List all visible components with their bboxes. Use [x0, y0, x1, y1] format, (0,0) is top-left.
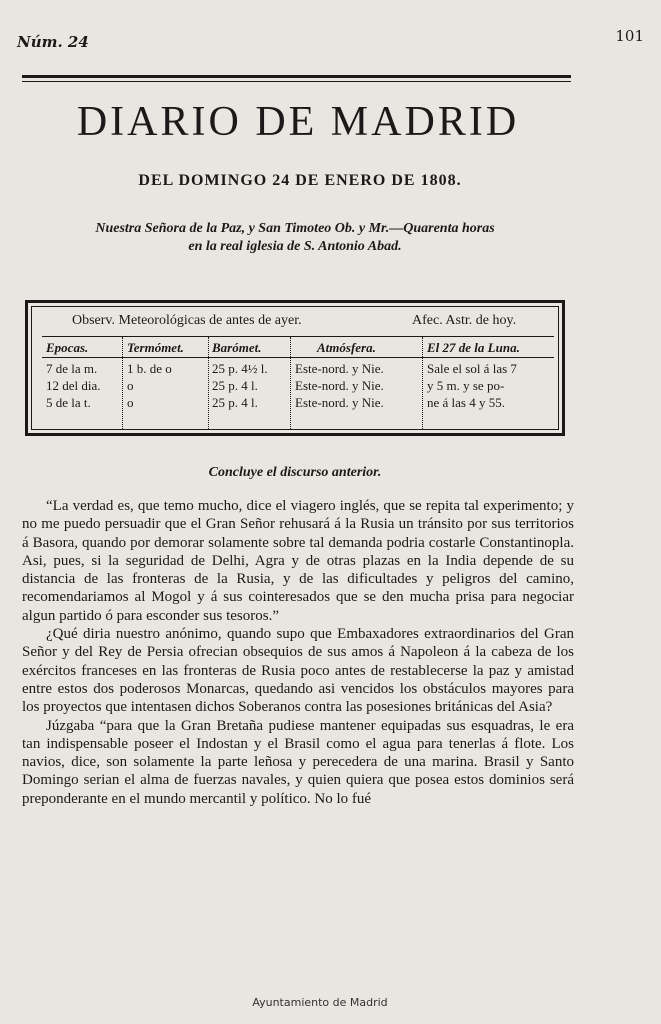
- cell-termo: o: [127, 378, 134, 393]
- cell-baro: 25 p. 4½ l.: [212, 361, 268, 376]
- cell-baro: 25 p. 4 l.: [212, 378, 258, 393]
- article-heading: Concluye el discurso anterior.: [208, 465, 382, 480]
- masthead-title: DIARIO DE MADRID: [76, 99, 520, 145]
- article-body: [22, 497, 574, 808]
- weather-table-heading: [32, 313, 558, 335]
- column-atmosfera: [295, 339, 384, 411]
- cell-baro: 25 p. 4 l.: [212, 395, 258, 410]
- cell-termo: 1 b. de o: [127, 361, 172, 376]
- weather-table-inner: [31, 306, 559, 430]
- footer-credit: Ayuntamiento de Madrid: [252, 996, 388, 1009]
- astronomy-heading: Afec. Astr. de hoy.: [412, 313, 517, 328]
- column-divider: [122, 337, 123, 429]
- column-header-epocas: Epocas.: [46, 340, 89, 355]
- article-paragraph: Júzgaba “para que la Gran Bretaña pudiese mantener equipadas sus esquadras, le era tan indispensable poseer el Indostan y el Brasil como el agua para tenerlas á flote. Los navios, dice, son solamente la parte leñosa y perecedera de una marina. Brasil y Santo Domingo serian el alma de fuerzas navales, y quien quiera que posea estos dominios será preponderante en el mundo mercantil y político. No lo fué: [22, 717, 574, 807]
- saints-of-the-day: [30, 220, 560, 256]
- cell-atmos: Este-nord. y Nie.: [295, 361, 384, 376]
- column-divider: [290, 337, 291, 429]
- cell-luna: y 5 m. y se po-: [427, 378, 505, 393]
- top-rule-thin: [22, 81, 571, 82]
- column-header-baromet: Barómet.: [212, 340, 262, 355]
- saints-line-1: Nuestra Señora de la Paz, y San Timoteo Ob. y Mr.—Quarenta horas: [95, 221, 495, 236]
- issue-number: Núm. 24: [17, 33, 89, 51]
- article-paragraph: “La verdad es, que temo mucho, dice el viagero inglés, que se repita tal experimento; y no me puedo persuadir que el Gran Señor rehusará á la Rusia un tránsito por sus territorios á Basora, quando por demorar solamente sobre tal demanda podria costarle Constantinopla. Asi, pues, si la seguridad de Delhi, Agra y de otras plazas en la India depende de su distancia de las fronteras de la Rusia, y de las dificultades y peligros del camino, recomendariamos al Mogol y á sus cointeresados que se den mucha prisa para negociar algun partido ó para esconder sus tesoros.”: [22, 498, 574, 624]
- cell-luna: Sale el sol á las 7: [427, 361, 517, 376]
- column-termomet: [127, 339, 184, 411]
- article-paragraph: ¿Qué diria nuestro anónimo, quando supo que Embaxadores extraordinarios del Gran Señor y del Rey de Persia ofrecian obsequios de sus amos á Napoleon á la cabeza de los exércitos franceses en las fronteras de Rusia poco antes de restablecerse la paz y amistad entre estos dos poderosos Monarcas, quedando asi vencidos los obstáculos mayores para los proyectos que intentasen dichos Soberanos contra las posesiones británicas del Asia?: [22, 626, 574, 716]
- column-luna: [427, 339, 520, 411]
- cell-atmos: Este-nord. y Nie.: [295, 395, 384, 410]
- issue-date: DEL DOMINGO 24 DE ENERO DE 1808.: [138, 172, 462, 189]
- weather-table: [25, 300, 565, 436]
- weather-rule-top: [42, 336, 554, 337]
- column-header-luna: El 27 de la Luna.: [427, 340, 520, 355]
- top-rule: [22, 75, 571, 78]
- cell-epoca: 7 de la m.: [46, 361, 98, 376]
- cell-atmos: Este-nord. y Nie.: [295, 378, 384, 393]
- cell-luna: ne á las 4 y 55.: [427, 395, 505, 410]
- cell-epoca: 12 del dia.: [46, 378, 101, 393]
- column-divider: [422, 337, 423, 429]
- column-header-termomet: Termómet.: [127, 340, 184, 355]
- cell-termo: o: [127, 395, 134, 410]
- column-baromet: [212, 339, 268, 411]
- column-epocas: [46, 339, 101, 411]
- column-header-atmosfera: Atmósfera.: [317, 340, 376, 355]
- column-divider: [208, 337, 209, 429]
- cell-epoca: 5 de la t.: [46, 395, 91, 410]
- page-number: 101: [615, 27, 644, 45]
- saints-line-2: en la real iglesia de S. Antonio Abad.: [188, 239, 402, 254]
- observations-heading: Observ. Meteorológicas de antes de ayer.: [72, 313, 302, 328]
